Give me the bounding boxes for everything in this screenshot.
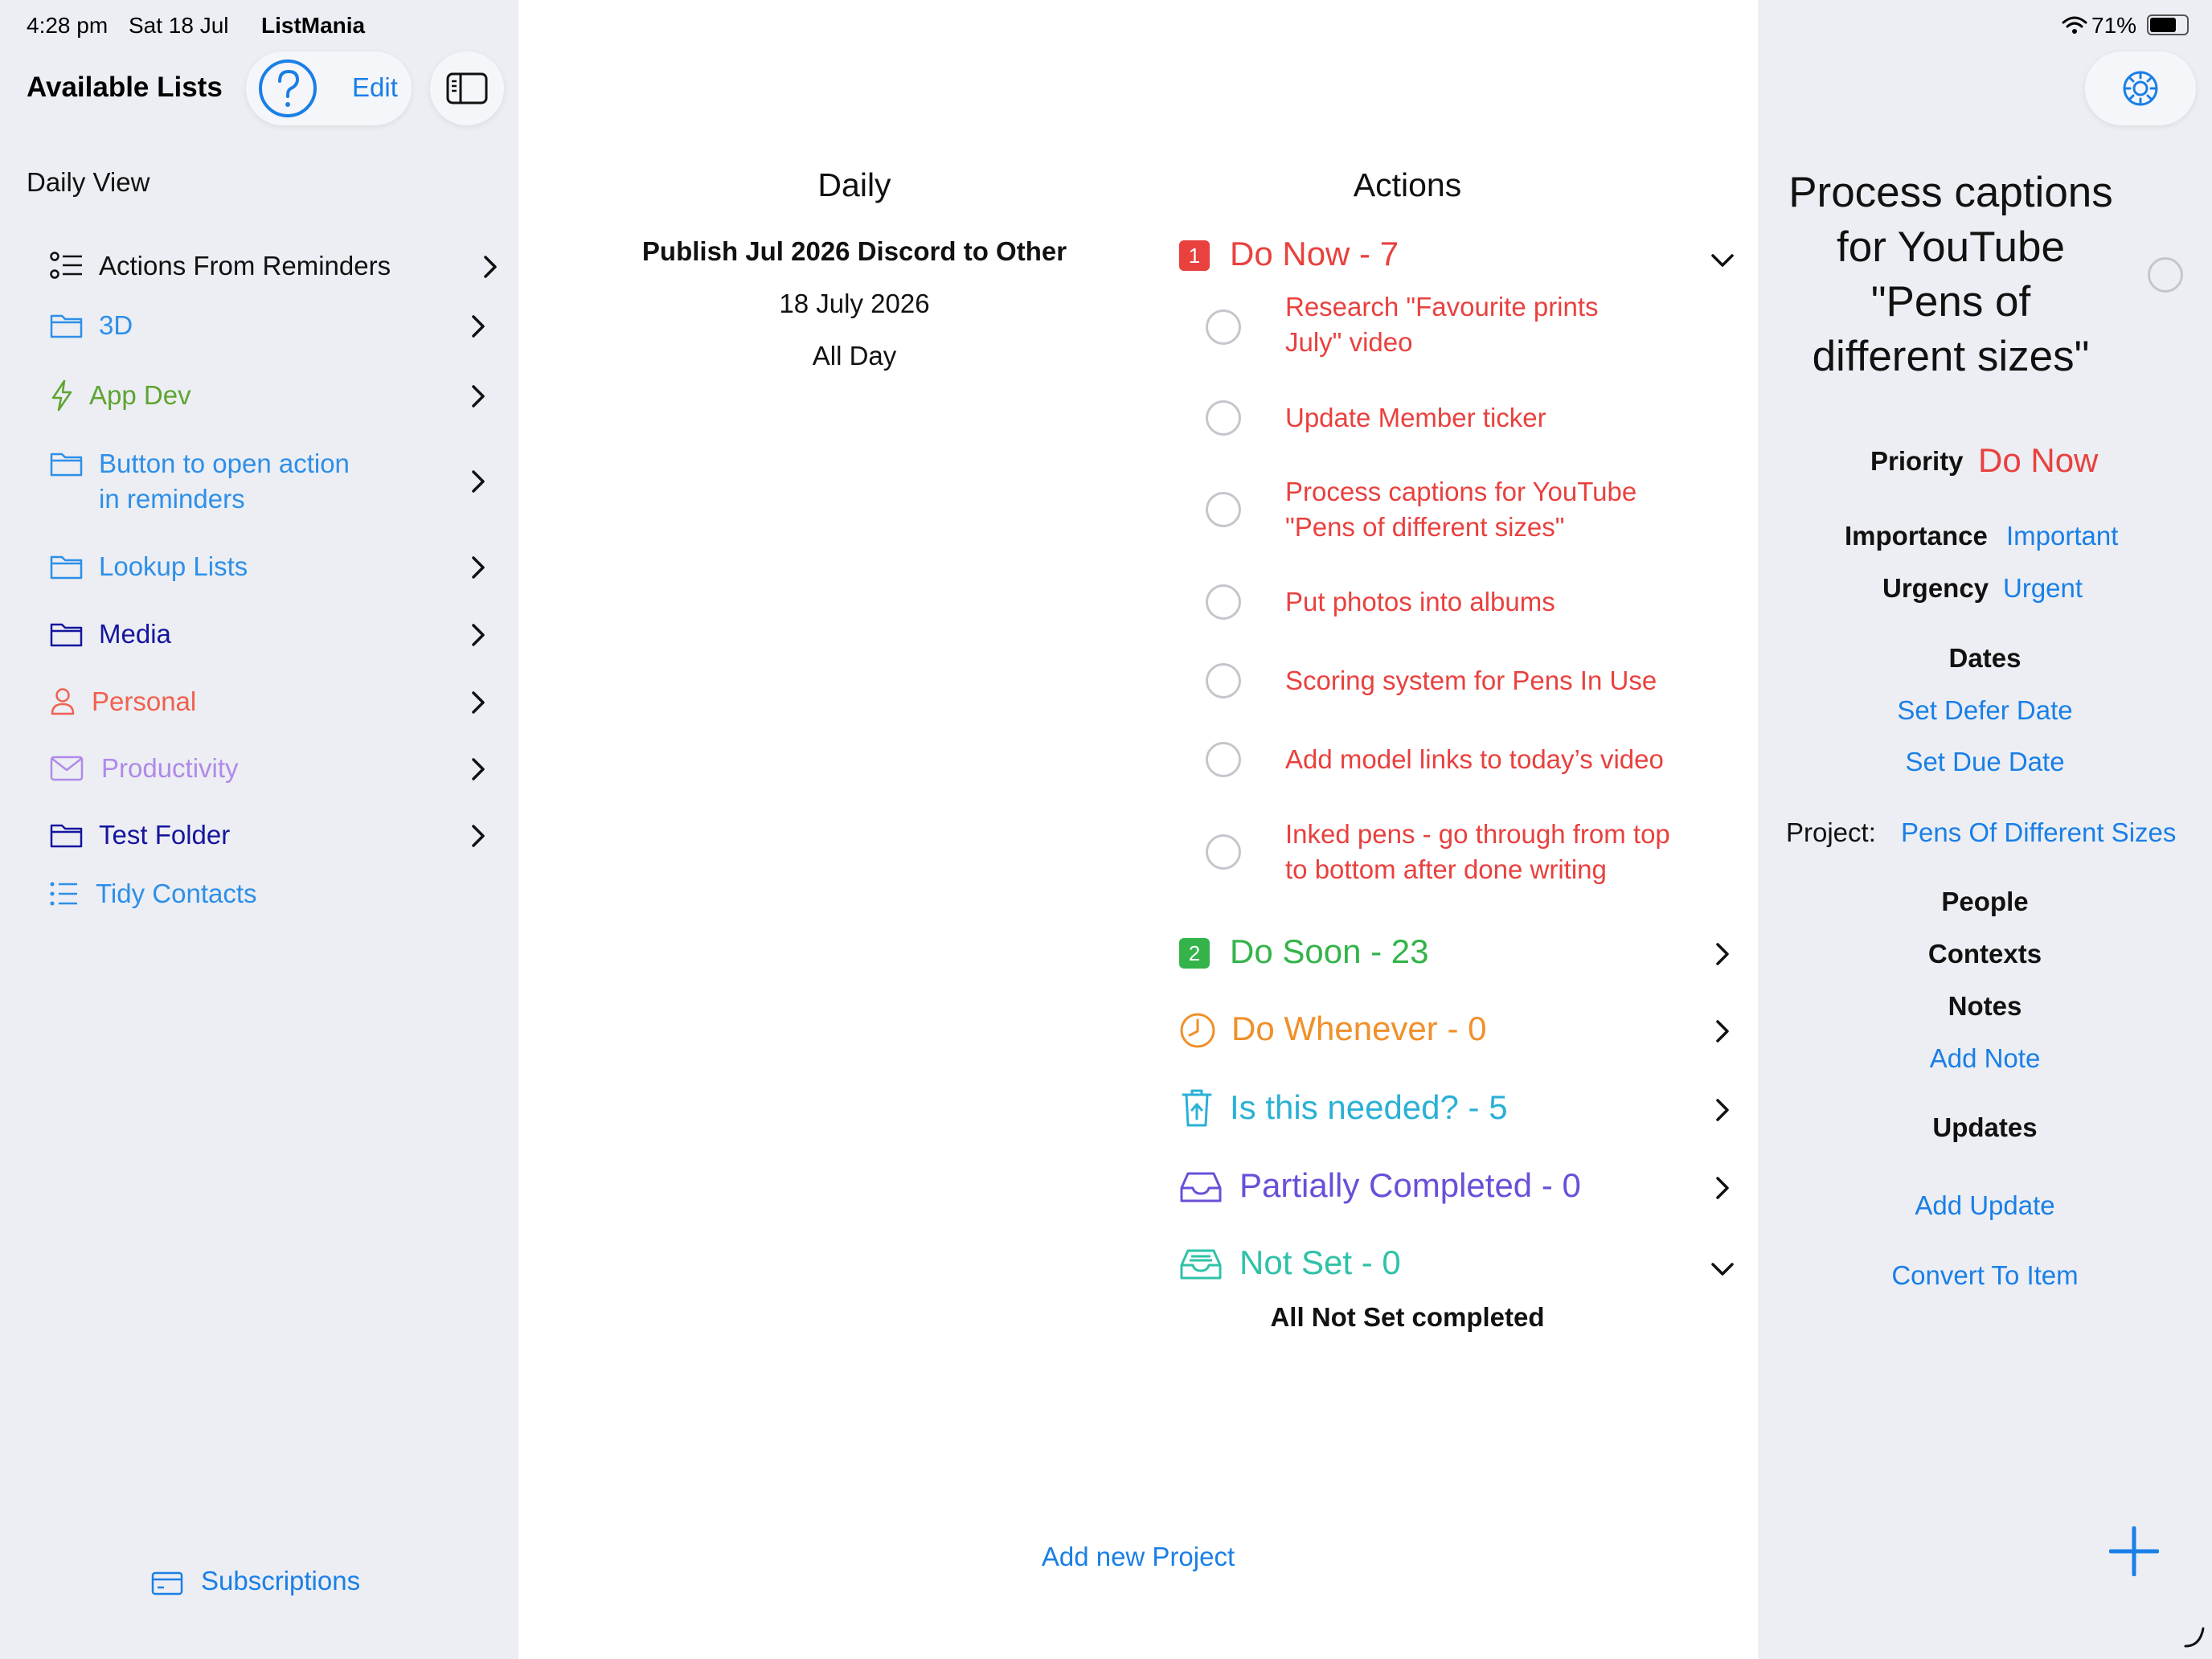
main-content: [518, 0, 1758, 1659]
urgency-value[interactable]: Urgent: [2003, 573, 2083, 603]
group-title: Do Soon - 23: [1230, 932, 1429, 970]
subscriptions-button[interactable]: [151, 1566, 392, 1601]
detail-title-line: different sizes": [1812, 333, 2090, 380]
task-title-line2: July" video: [1285, 327, 1413, 357]
sidebar-item-label-line2: in reminders: [99, 484, 245, 514]
folder-icon: [50, 821, 84, 849]
group-title: Do Whenever - 0: [1231, 1010, 1487, 1047]
importance-value[interactable]: Important: [2006, 521, 2119, 551]
sidebar-item-label: Personal: [92, 686, 197, 716]
task-title-line1: Research "Favourite prints: [1285, 292, 1599, 322]
chevron-down-icon[interactable]: [1710, 252, 1735, 268]
task-complete-circle[interactable]: [1206, 834, 1241, 870]
task-row[interactable]: [1206, 289, 1768, 367]
list-bullets-icon: [50, 252, 84, 281]
sidebar-toggle-icon: [446, 72, 488, 104]
task-title-line1: Inked pens - go through from top: [1285, 819, 1670, 849]
chevron-down-icon[interactable]: [1710, 1261, 1735, 1277]
settings-button[interactable]: [2085, 51, 2196, 125]
sidebar-item-button-to-open-action[interactable]: [0, 446, 518, 517]
group-is-needed-header[interactable]: [1179, 1088, 1750, 1130]
task-row[interactable]: [1206, 400, 1768, 436]
group-title: Partially Completed - 0: [1239, 1166, 1581, 1204]
folder-icon: [50, 312, 84, 339]
person-icon: [50, 687, 76, 716]
detail-title-line: "Pens of: [1870, 278, 2031, 326]
wifi-icon: [2062, 16, 2087, 35]
add-plus-icon[interactable]: [2109, 1526, 2159, 1576]
group-do-soon-header[interactable]: [1179, 932, 1750, 974]
envelope-icon: [50, 756, 84, 781]
chevron-right-icon: [470, 314, 486, 338]
edit-button[interactable]: Edit: [352, 72, 398, 102]
sidebar-item-personal[interactable]: [0, 684, 518, 719]
daily-event-title[interactable]: Publish Jul 2026 Discord to Other: [641, 236, 1067, 266]
chevron-right-icon: [470, 690, 486, 715]
priority-value[interactable]: Do Now: [1978, 441, 2099, 479]
actions-header: Actions: [1353, 166, 1462, 203]
gear-icon: [2120, 68, 2161, 109]
chevron-right-icon: [470, 824, 486, 848]
group-title: Not Set - 0: [1239, 1243, 1401, 1281]
task-title-line2: to bottom after done writing: [1285, 854, 1607, 884]
task-title-line1: Update Member ticker: [1285, 403, 1546, 432]
folder-icon: [50, 621, 84, 648]
help-button[interactable]: [257, 58, 318, 119]
status-app-name: ListMania: [261, 13, 366, 38]
sidebar-item-label: Actions From Reminders: [99, 251, 391, 281]
set-due-date-button[interactable]: Set Due Date: [1905, 747, 2065, 776]
priority-label: Priority: [1870, 446, 1964, 476]
chevron-right-icon: [470, 757, 486, 781]
status-date: Sat 18 Jul: [129, 13, 229, 38]
chevron-right-icon: [482, 255, 498, 279]
daily-header: Daily: [817, 166, 891, 203]
sidebar-item-media[interactable]: [0, 616, 518, 652]
task-title-line1: Process captions for YouTube: [1285, 477, 1637, 506]
daily-view-label[interactable]: Daily View: [27, 167, 150, 197]
daily-event-date: 18 July 2026: [779, 289, 930, 318]
detail-title-line: for YouTube: [1837, 223, 2065, 271]
sidebar-item-label: Productivity: [101, 753, 239, 783]
task-title-line1: Put photos into albums: [1285, 587, 1555, 616]
sidebar-item-label: 3D: [99, 310, 133, 340]
sidebar-item-tidy-contacts[interactable]: [0, 876, 518, 911]
add-new-project-button[interactable]: Add new Project: [1041, 1542, 1235, 1571]
task-row[interactable]: [1206, 663, 1768, 698]
folder-icon: [50, 450, 84, 477]
clock-icon: [1179, 1012, 1216, 1049]
chevron-right-icon: [470, 384, 486, 408]
task-title-line1: Add model links to today’s video: [1285, 744, 1664, 774]
chevron-right-icon: [1714, 1176, 1731, 1200]
updates-label: Updates: [1932, 1112, 2038, 1142]
chevron-right-icon: [470, 469, 486, 494]
task-complete-circle[interactable]: [1206, 400, 1241, 436]
sidebar-item-productivity[interactable]: [0, 751, 518, 786]
urgency-label: Urgency: [1882, 573, 1989, 603]
task-complete-circle[interactable]: [1206, 742, 1241, 777]
task-row[interactable]: [1206, 584, 1768, 620]
sidebar-item-label: Tidy Contacts: [96, 879, 257, 908]
battery-percentage: 71%: [2091, 13, 2137, 38]
do-now-badge: 1: [1179, 240, 1210, 271]
sidebar-item-lookup-lists[interactable]: [0, 549, 518, 584]
chevron-right-icon: [1714, 1019, 1731, 1043]
sidebar-toggle-button[interactable]: [430, 51, 504, 125]
importance-label: Importance: [1845, 521, 1988, 551]
task-title-line1: Scoring system for Pens In Use: [1285, 666, 1657, 695]
task-row[interactable]: [1206, 742, 1768, 777]
sidebar-item-test-folder[interactable]: [0, 817, 518, 853]
group-partially-completed-header[interactable]: [1179, 1166, 1750, 1208]
add-update-button[interactable]: Add Update: [1915, 1190, 2055, 1220]
convert-to-item-button[interactable]: Convert To Item: [1891, 1260, 2079, 1290]
task-complete-circle[interactable]: [1206, 309, 1241, 345]
chevron-right-icon: [470, 555, 486, 580]
chevron-right-icon: [1714, 1098, 1731, 1122]
contexts-label[interactable]: Contexts: [1927, 939, 2042, 969]
group-not-set-header[interactable]: [1179, 1243, 1750, 1285]
question-icon: [257, 58, 318, 119]
sidebar-item-3d[interactable]: [0, 308, 518, 343]
sidebar-item-label: Test Folder: [99, 820, 231, 850]
sidebar-item-label: Lookup Lists: [99, 551, 248, 581]
group-do-now-header[interactable]: [1179, 235, 1452, 276]
battery-icon: [2147, 14, 2189, 35]
subscriptions-label: Subscriptions: [201, 1566, 361, 1596]
trash-icon: [1181, 1088, 1213, 1129]
sidebar-item-app-dev[interactable]: [0, 378, 518, 413]
detail-panel: [1758, 0, 2212, 1659]
sidebar-item-label: App Dev: [89, 380, 191, 410]
detail-title: [1766, 166, 2136, 384]
sidebar-item-label: Media: [99, 619, 171, 649]
chevron-right-icon: [470, 623, 486, 647]
task-complete-circle[interactable]: [1206, 584, 1241, 620]
chevron-right-icon: [1714, 942, 1731, 966]
set-defer-date-button[interactable]: Set Defer Date: [1897, 695, 2073, 725]
group-title: Do Now - 7: [1230, 235, 1399, 272]
sidebar-item-actions-from-reminders[interactable]: [0, 248, 518, 284]
people-label[interactable]: People: [1941, 887, 2029, 916]
dates-label: Dates: [1948, 643, 2022, 673]
status-time: 4:28 pm: [27, 13, 109, 38]
bolt-icon: [50, 379, 74, 412]
add-note-button[interactable]: Add Note: [1929, 1043, 2041, 1073]
notes-label: Notes: [1948, 991, 2022, 1021]
task-row[interactable]: [1206, 817, 1768, 894]
task-title-line2: "Pens of different sizes": [1285, 512, 1565, 542]
task-complete-circle[interactable]: [1206, 663, 1241, 698]
tray-icon: [1179, 1170, 1223, 1204]
sidebar-item-label-line1: Button to open action: [99, 449, 350, 478]
do-soon-badge: 2: [1179, 938, 1210, 969]
sidebar-title: Available Lists: [27, 72, 223, 103]
not-set-message: All Not Set completed: [1270, 1302, 1545, 1332]
list-icon: [50, 882, 79, 906]
detail-title-line: Process captions: [1788, 169, 2113, 216]
group-do-whenever-header[interactable]: [1179, 1010, 1750, 1051]
folder-icon: [50, 553, 84, 580]
group-title: Is this needed? - 5: [1230, 1088, 1508, 1126]
sidebar: [0, 0, 518, 1659]
tray-full-icon: [1179, 1247, 1223, 1281]
resize-corner-icon: [2182, 1625, 2206, 1649]
detail-complete-circle[interactable]: [2148, 257, 2183, 293]
task-complete-circle[interactable]: [1206, 492, 1241, 527]
task-row[interactable]: [1206, 474, 1768, 551]
daily-event-time: All Day: [812, 341, 897, 371]
project-label: Project:: [1786, 817, 1876, 847]
credit-card-icon: [151, 1571, 183, 1596]
help-edit-pill: [246, 51, 412, 125]
project-value[interactable]: Pens Of Different Sizes: [1901, 817, 2177, 847]
